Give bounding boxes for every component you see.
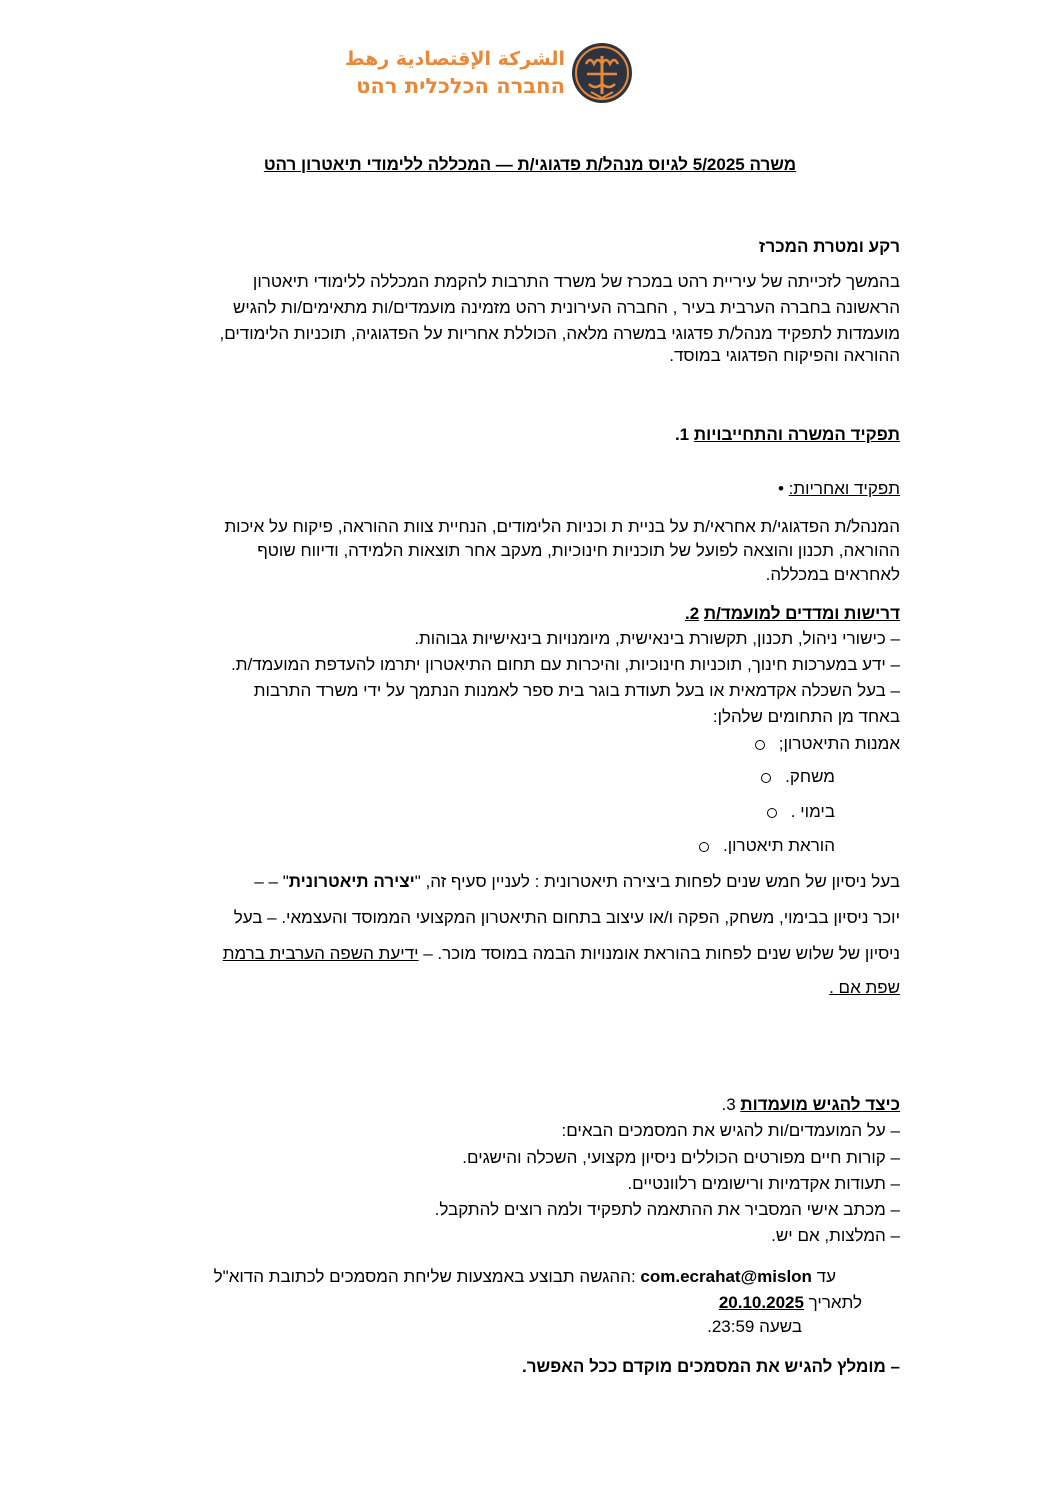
experience-line-1: בעל ניסיון של חמש שנים לפחות ביצירה תיאטרונית : לעניין סעיף זה, "יצירה תיאטרונית" – – bbox=[254, 872, 900, 891]
background-heading: רקע ומטרת המכרז bbox=[758, 237, 900, 256]
section2-number: 2. bbox=[684, 604, 700, 623]
section2-heading-row bbox=[685, 603, 900, 625]
section1-heading-row bbox=[675, 424, 900, 446]
section1-line-1: המנהל/ת הפדגוגי/ת אחראי/ת על בניית ת וכניות הלימודים, הנחיית צוות ההוראה, פיקוח על איכות bbox=[224, 517, 900, 536]
background-line-2: הראשונה בחברה הערבית בעיר , החברה העירונית רהט מזמינה מועמדים/ות מתאימים/ות להגיש bbox=[232, 298, 900, 317]
arabic-language-requirement: ידיעת השפה הערבית ברמת bbox=[222, 944, 419, 963]
submission-line: עד com.ecrahat@mislon :ההגשה תבוצע באמצעות שליחת המסמכים לכתובת הדוא"ל bbox=[213, 1267, 836, 1286]
background-line-1: בהמשך לזכייתה של עיריית רהט במכרז של משרד התרבות להקמת המכללה ללימודי תיאטרון bbox=[252, 272, 900, 291]
section3-heading-row bbox=[721, 1094, 900, 1116]
section3-number: 3. bbox=[721, 1095, 736, 1114]
section1-heading: תפקיד המשרה והתחייבויות bbox=[693, 425, 900, 444]
final-note: – מומלץ להגיש את המסמכים מוקדם ככל האפשר. bbox=[522, 1357, 900, 1376]
deadline-date-row: לתאריך 20.10.2025 bbox=[718, 1293, 862, 1312]
company-logo bbox=[344, 26, 633, 122]
section2-line-3: – בעל השכלה אקדמאית או בעל תעודת בוגר בית ספר לאמנות הנתמך על ידי משרד התרבות bbox=[253, 681, 900, 700]
section3-line-4: – מכתב אישי המסביר את ההתאמה לתפקיד ולמה רוצים להתקבל. bbox=[434, 1200, 900, 1219]
section1-number: 1. bbox=[674, 425, 690, 444]
deadline-time: 23:59. bbox=[707, 1317, 755, 1336]
section1-line-2: ההוראה, תכנון והוצאה לפועל של תוכניות חינוכיות, מעקב אחר תוצאות הלמידה, ודיווח שוטף bbox=[257, 541, 900, 560]
option-theatre-arts: אמנות התיאטרון; bbox=[755, 733, 900, 755]
bullet-icon: • bbox=[777, 479, 784, 498]
background-line-3: מועמדות לתפקיד מנהל/ת פדגוגי במשרה מלאה, הכוללת אחריות על הפדגוגיה, תוכניות הלימודים, bbox=[219, 324, 900, 343]
deadline-date: 20.10.2025 bbox=[718, 1293, 804, 1312]
section2-line-1: – כישורי ניהול, תכנון, תקשורת בינאישית, מיומנויות בינאישיות גבוהות. bbox=[414, 629, 900, 648]
section1-subheading: תפקיד ואחריות: bbox=[788, 479, 900, 498]
logo-emblem-icon bbox=[571, 26, 633, 120]
section3-heading: כיצד להגיש מועמדות bbox=[740, 1095, 900, 1114]
section3-line-1: – על המועמדים/ות להגיש את המסמכים הבאים: bbox=[561, 1121, 900, 1140]
section2-line-2: – ידע במערכות חינוך, תוכניות חינוכיות, והיכרות עם תחום התיאטרון יתרמו להעדפת המועמד/ת. bbox=[231, 655, 900, 674]
deadline-time-row: בשעה 23:59. bbox=[707, 1317, 802, 1336]
option-acting: משחק. bbox=[761, 766, 835, 788]
circle-bullet-icon bbox=[755, 740, 765, 750]
logo-arabic-name: الشركة الإقتصادية رهط bbox=[344, 48, 565, 70]
option-theatre-teaching: הוראת תיאטרון. bbox=[699, 835, 835, 857]
section3-line-3: – תעודות אקדמיות ורישומים רלוונטיים. bbox=[627, 1174, 900, 1193]
option-directing: בימוי . bbox=[767, 801, 835, 823]
section2-line-4: באחד מן התחומים שלהלן: bbox=[712, 707, 900, 726]
theatrical-creation-term: יצירה תיאטרונית bbox=[288, 872, 415, 891]
circle-bullet-icon bbox=[767, 808, 777, 818]
logo-hebrew-name: החברה הכלכלית רהט bbox=[356, 74, 565, 98]
section2-heading: דרישות ומדדים למועמד/ת bbox=[703, 604, 900, 623]
circle-bullet-icon bbox=[699, 842, 709, 852]
experience-line-3: ניסיון של שלוש שנים לפחות בהוראת אומנויות הבמה במוסד מוכר. – ידיעת השפה הערבית ברמת bbox=[222, 944, 900, 963]
section3-line-2: – קורות חיים מפורטים הכוללים ניסיון מקצועי, השכלה והישגים. bbox=[462, 1148, 900, 1167]
circle-bullet-icon bbox=[761, 773, 771, 783]
background-line-4: ההוראה והפיקוח הפדגוגי במוסד. bbox=[669, 346, 900, 365]
section1-line-3: לאחראים במכללה. bbox=[765, 565, 900, 584]
submission-email[interactable]: com.ecrahat@mislon bbox=[640, 1267, 812, 1286]
section1-subheading-row bbox=[778, 478, 900, 500]
section3-line-5: – המלצות, אם יש. bbox=[771, 1226, 900, 1245]
experience-line-4: שפת אם . bbox=[829, 978, 900, 997]
page-title: משרה 5/2025 לגיוס מנהל/ת פדגוגי/ת — המכללה ללימודי תיאטרון רהט bbox=[263, 155, 797, 174]
experience-line-2: יוכר ניסיון בבימוי, משחק, הפקה ו/או עיצוב בתחום התיאטרון המקצועי הממוסד והעצמאי. – בעל bbox=[233, 908, 900, 927]
